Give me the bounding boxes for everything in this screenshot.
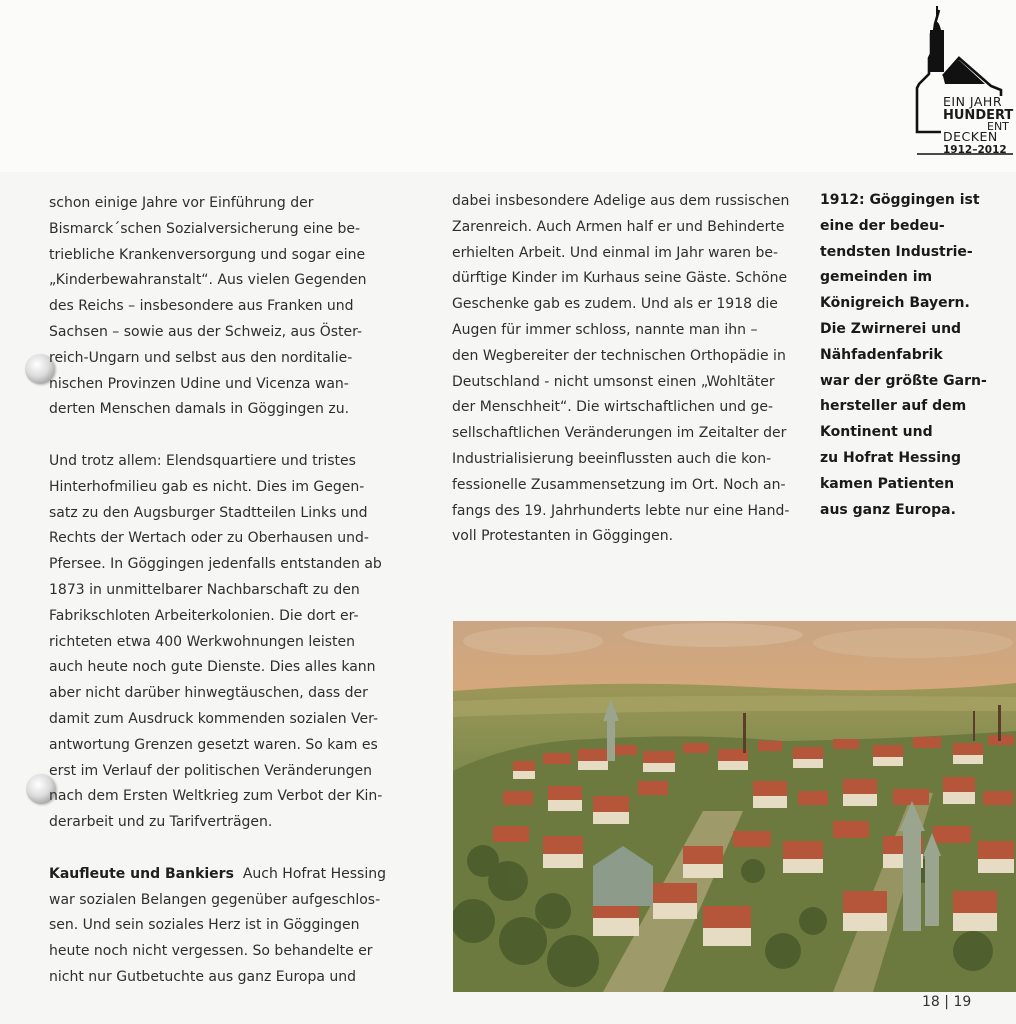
sidebar-line: Nähfadenfabrik <box>820 346 943 363</box>
logo-line-2: HUNDERT <box>943 108 1014 123</box>
text-line <box>49 862 399 888</box>
town-view-illustration <box>453 621 1016 992</box>
text-line: dürftige Kinder im Kurhaus seine Gäste. Schöne <box>452 270 788 287</box>
text-line: auch heute noch gute Dienste. Dies alles kann <box>49 659 376 676</box>
text-line: nach dem Ersten Weltkrieg zum Verbot der Kin- <box>49 788 383 805</box>
text-line: war sozialen Belangen gegenüber aufgeschlos- <box>49 891 381 908</box>
text-column-left <box>49 191 399 991</box>
text-line: triebliche Krankenversorgung und sogar eine <box>49 246 366 263</box>
sidebar-line: war der größte Garn- <box>820 372 987 389</box>
text-line: Hinterhofmilieu gab es nicht. Dies im Gegen- <box>49 478 365 495</box>
logo-line-1: EIN JAHR <box>943 94 1003 109</box>
logo-line-3: ENT <box>987 120 1009 133</box>
text-line: satz zu den Augsburger Stadtteilen Links und <box>49 504 368 521</box>
text-column-middle <box>452 189 807 550</box>
paragraph-workers-housing <box>49 449 399 836</box>
sidebar-line: Kontinent und <box>820 424 933 441</box>
section-heading: Kaufleute und Bankiers <box>49 865 234 882</box>
sidebar-line: Die Zwirnerei und <box>820 320 962 337</box>
sidebar-line: kamen Patienten <box>820 475 955 492</box>
text-line: nicht nur Gutbetuchte aus ganz Europa und <box>49 968 357 985</box>
centenary-logo <box>905 4 1016 162</box>
page-top-margin <box>0 0 1016 172</box>
sidebar-line: hersteller auf dem <box>820 398 967 415</box>
text-line: Rechts der Wertach oder zu Oberhausen und- <box>49 530 369 547</box>
sidebar-line: eine der bedeu- <box>820 217 945 234</box>
text-line: den Wegbereiter der technischen Orthopädie in <box>452 347 786 364</box>
text-line: reich-Ungarn und selbst aus den norditalie- <box>49 349 353 366</box>
logo-years: 1912–2012 <box>943 144 1007 156</box>
sidebar-line: 1912: Göggingen ist <box>820 192 980 208</box>
text-line: der Menschheit“. Die wirtschaftlichen und ge- <box>452 399 774 416</box>
text-line: Industrialisierung beeinflussten auch die kon- <box>452 450 772 467</box>
text-line: Zarenreich. Auch Armen half er und Behinderte <box>452 218 785 235</box>
sidebar-line: tendsten Industrie- <box>820 243 973 260</box>
text-line: Deutschland - nicht umsonst einen „Wohltäter <box>452 373 775 390</box>
text-line: richteten etwa 400 Werkwohnungen leisten <box>49 633 355 650</box>
page-number-left: 18 <box>922 994 940 1010</box>
text-run: Auch Hofrat Hessing <box>242 865 386 882</box>
text-line: damit zum Ausdruck kommenden sozialen Ver- <box>49 710 379 727</box>
text-line: sellschaftlichen Veränderungen im Zeitalter der <box>452 425 787 442</box>
text-line: derten Menschen damals in Göggingen zu. <box>49 401 350 418</box>
paragraph-social-care <box>49 191 399 423</box>
sidebar-line: zu Hofrat Hessing <box>820 449 961 466</box>
sidebar-line: gemeinden im <box>820 269 933 286</box>
text-line: erst im Verlauf der politischen Veränderungen <box>49 762 372 779</box>
text-line: 1873 in unmittelbarer Nachbarschaft zu den <box>49 581 360 598</box>
page-numbers <box>922 994 971 1010</box>
text-line: antwortung Grenzen gesetzt waren. So kam es <box>49 736 378 753</box>
text-line: derarbeit und zu Tarifverträgen. <box>49 814 273 831</box>
text-line: Sachsen – sowie aus der Schweiz, aus Öster- <box>49 323 363 340</box>
sidebar-fact-box <box>820 188 1000 523</box>
paragraph-merchants-bankers <box>49 862 399 991</box>
page-number-right: 19 <box>953 994 972 1010</box>
text-line: dabei insbesondere Adelige aus dem russischen <box>452 193 790 209</box>
text-line: Bismarck´schen Sozialversicherung eine be- <box>49 220 361 237</box>
text-line: Pfersee. In Göggingen jedenfalls entstanden ab <box>49 556 382 573</box>
text-line: heute noch nicht vergessen. So behandelte er <box>49 943 373 960</box>
logo-line-4: DECKEN <box>943 129 998 144</box>
sidebar-line: aus ganz Europa. <box>820 501 956 518</box>
text-line: Augen für immer schloss, nannte man ihn – <box>452 321 758 338</box>
historic-town-painting <box>453 621 1016 992</box>
text-line: voll Protestanten in Göggingen. <box>452 528 674 545</box>
text-line: aber nicht darüber hinwegtäuschen, dass der <box>49 685 368 702</box>
text-line: „Kinderbewahranstalt“. Aus vielen Gegenden <box>49 272 367 289</box>
text-line: Geschenke gab es zudem. Und als er 1918 die <box>452 296 778 313</box>
text-line: erhielten Arbeit. Und einmal im Jahr waren be- <box>452 244 779 261</box>
text-line: fangs des 19. Jahrhunderts lebte nur eine Hand- <box>452 502 790 519</box>
text-line: schon einige Jahre vor Einführung der <box>49 195 314 211</box>
text-line: fessionelle Zusammensetzung im Ort. Noch an- <box>452 476 786 493</box>
text-line: nischen Provinzen Udine und Vicenza wan- <box>49 375 349 392</box>
page-number-separator: | <box>944 994 949 1010</box>
text-line: des Reichs – insbesondere aus Franken und <box>49 298 354 315</box>
text-line: Fabrikschloten Arbeiterkolonien. Die dort er- <box>49 607 359 624</box>
sidebar-line: Königreich Bayern. <box>820 295 970 312</box>
text-line: sen. Und sein soziales Herz ist in Göggingen <box>49 917 360 934</box>
text-line: Und trotz allem: Elendsquartiere und tristes <box>49 452 356 469</box>
